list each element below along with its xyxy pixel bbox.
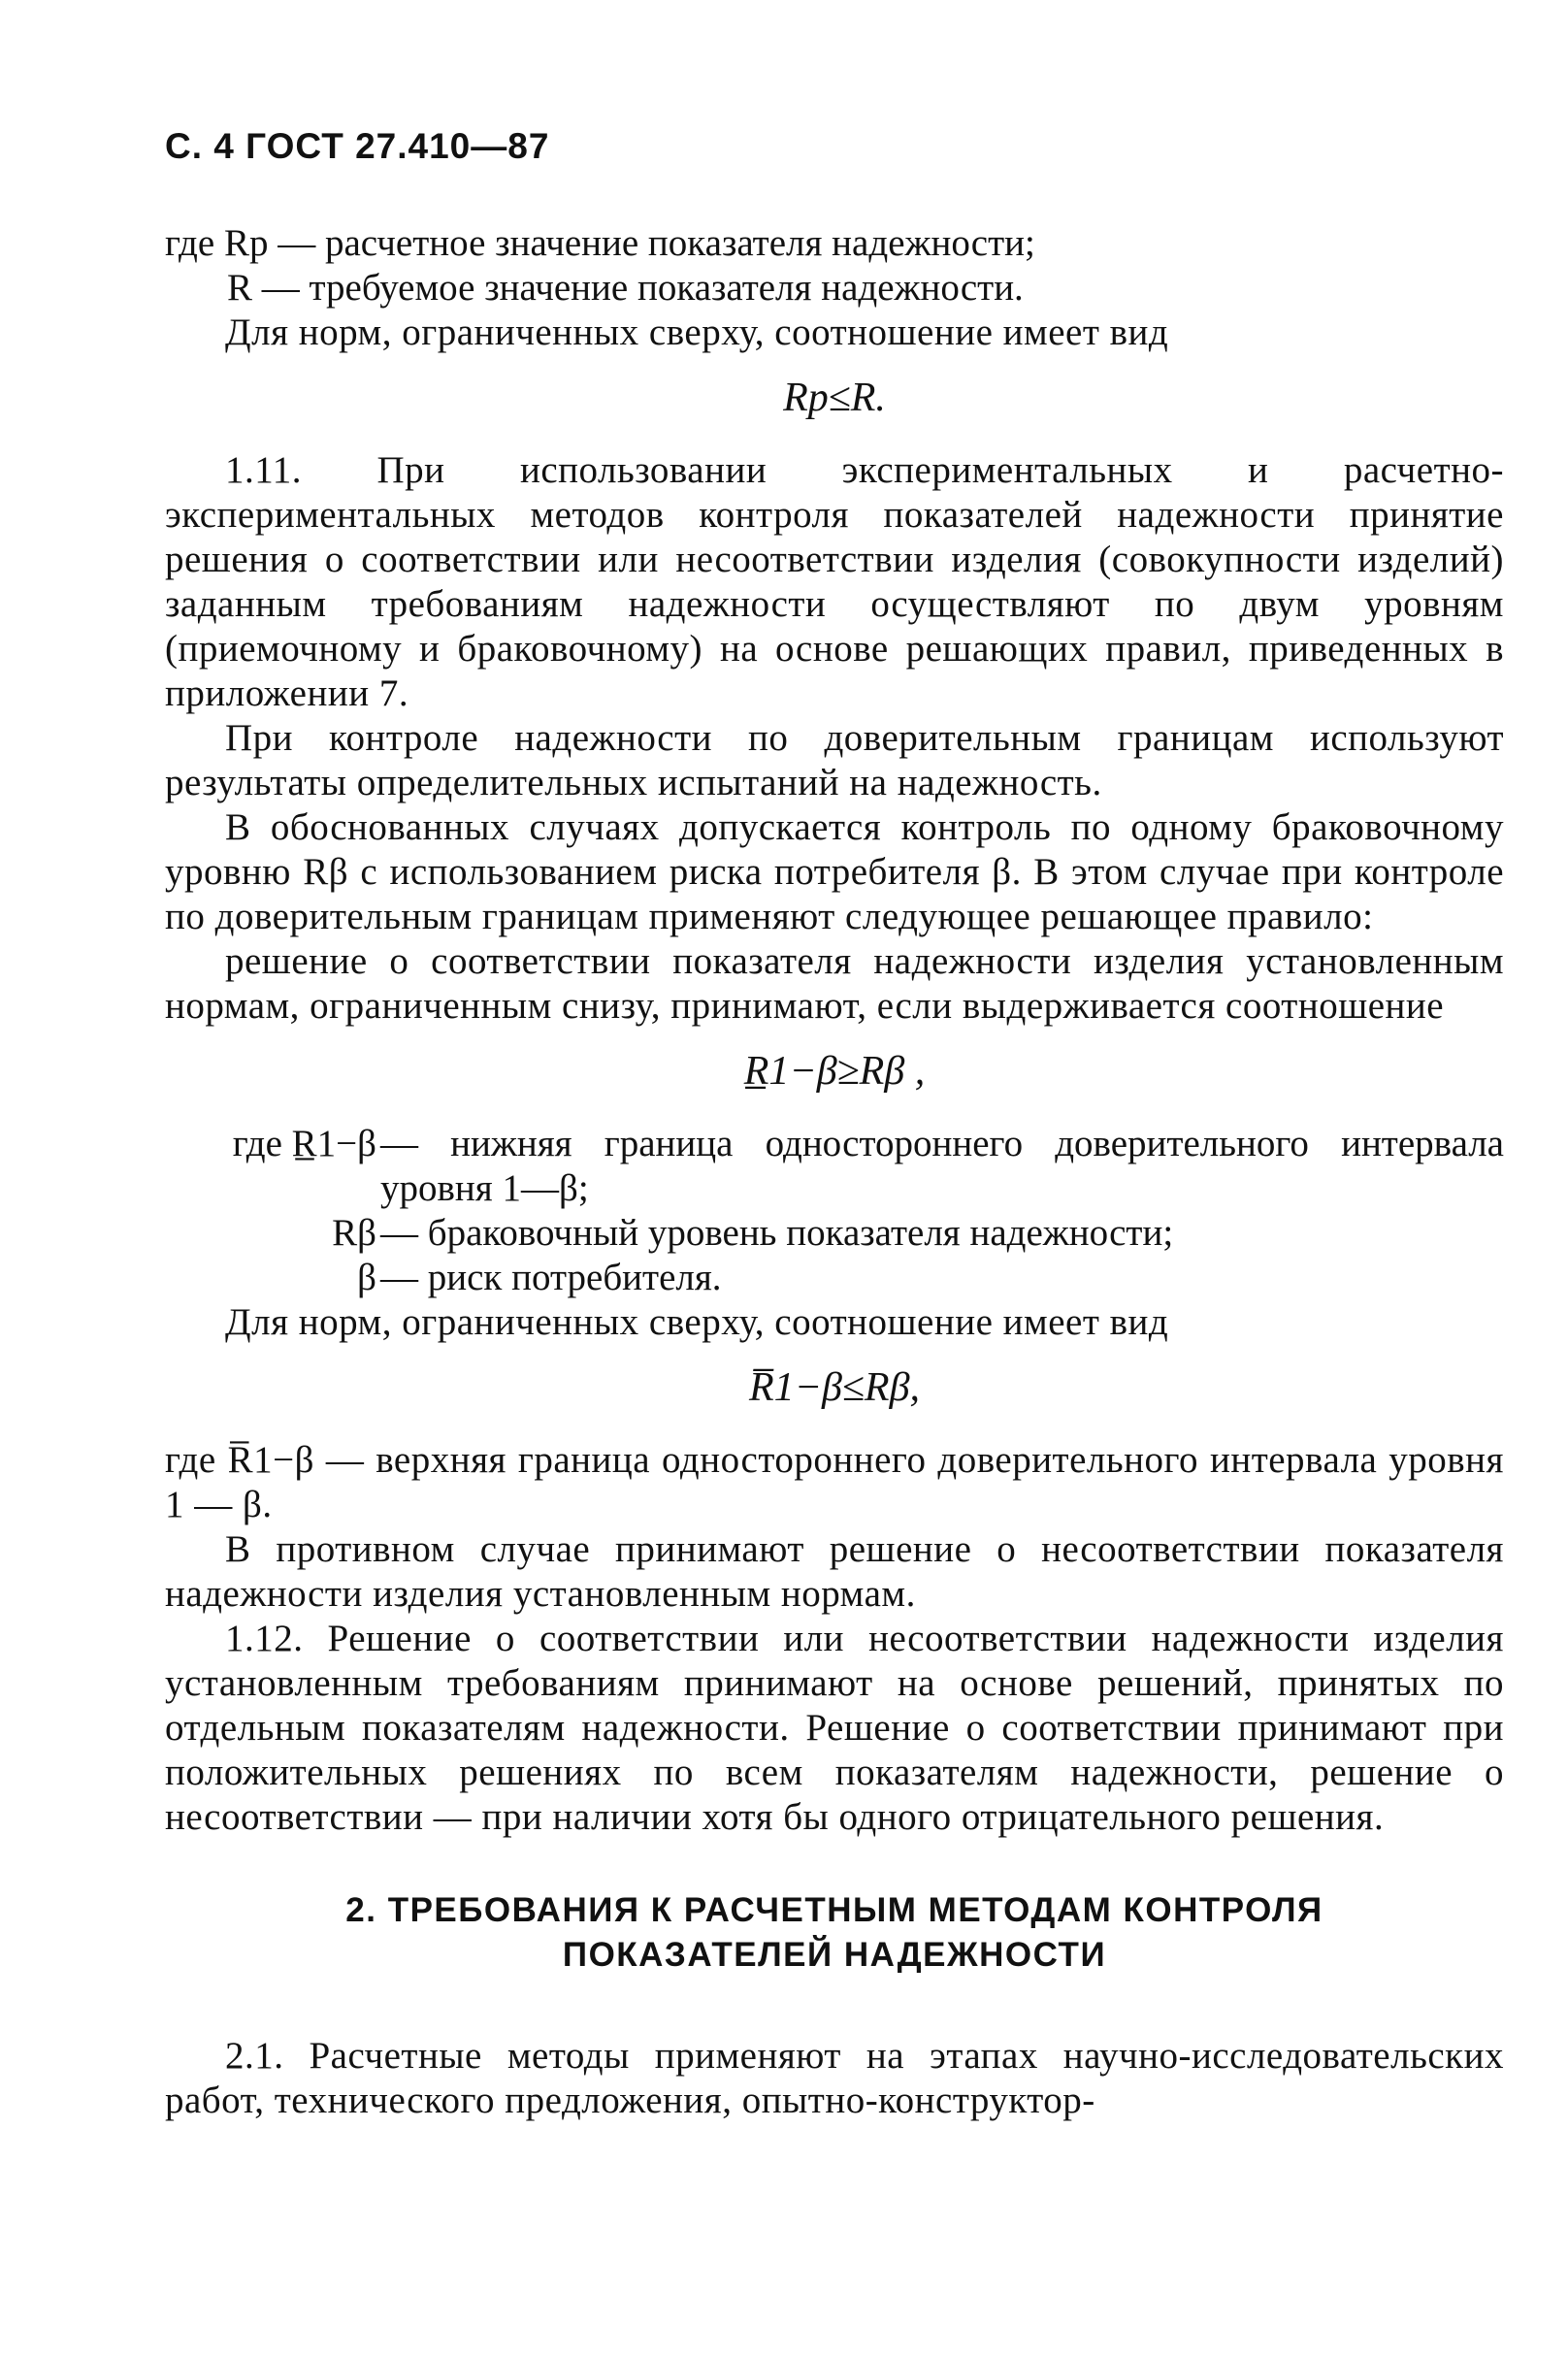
definition-symbol: где R̲1−β xyxy=(232,1123,376,1164)
paragraph-upper-norms-2: Для норм, ограниченных сверху, соотношение имеет вид xyxy=(225,1301,1169,1343)
formula-lower-bound: R̲1−β≥Rβ , xyxy=(743,1049,926,1094)
paragraph-confidence-bounds: При контроле надежности по доверительным границам используют результаты определительных испытаний на надежность. xyxy=(165,717,1504,803)
section-2-title xyxy=(165,1888,1504,1978)
definitions-block-2 xyxy=(165,1122,1504,1300)
paragraph-upper-bound-definition: где R̅1−β — верхняя граница одностороннего доверительного интервала уровня 1 — β. xyxy=(165,1439,1504,1525)
paragraph-upper-norms-1: Для норм, ограниченных сверху, соотношение имеет вид xyxy=(225,311,1169,353)
definition-reject-level xyxy=(165,1211,1504,1256)
paragraph-justified-cases: В обоснованных случаях допускается контроль по одному браковочному уровню Rβ с использованием риска потребителя β. В этом случае при контроле по доверительным границам применяют следующее решающее правило: xyxy=(165,806,1504,937)
definition-symbol: β xyxy=(357,1257,376,1298)
definitions-block-1 xyxy=(165,221,1504,311)
paragraph-1-12: 1.12. Решение о соответствии или несоответствии надежности изделия установленным требованиям принимают на основе решений, принятых по отдельным показателям надежности. Решение о соответствии принимают при положительных решениях по всем показателям надежности, решение о несоответствии — при наличии хотя бы одного отрицательного решения. xyxy=(165,1618,1504,1838)
definition-r: R — требуемое значение показателя надежности. xyxy=(227,267,1024,309)
definition-symbol: Rβ xyxy=(332,1212,376,1254)
definition-text: — нижняя граница одностороннего доверительного интервала уровня 1—β; xyxy=(380,1123,1504,1209)
document-page xyxy=(165,126,1504,2319)
definition-text: — браковочный уровень показателя надежности; xyxy=(380,1212,1174,1254)
definition-rp: где Rр — расчетное значение показателя надежности; xyxy=(165,222,1035,264)
formula-upper-bound: R̅1−β≤Rβ, xyxy=(748,1365,921,1410)
definition-lower-bound xyxy=(165,1122,1504,1211)
paragraph-decision-rule: решение о соответствии показателя надежности изделия установленным нормам, ограниченным снизу, принимают, если выдерживается соотношение xyxy=(165,940,1504,1027)
paragraph-2-1: 2.1. Расчетные методы применяют на этапах научно-исследовательских работ, технического предложения, опытно-конструктор- xyxy=(165,2035,1504,2121)
paragraph-otherwise: В противном случае принимают решение о несоответствии показателя надежности изделия установленным нормам. xyxy=(165,1528,1504,1615)
section-2-title-line2: ПОКАЗАТЕЛЕЙ НАДЕЖНОСТИ xyxy=(562,1936,1107,1974)
definition-consumer-risk xyxy=(165,1256,1504,1300)
page-header: С. 4 ГОСТ 27.410—87 xyxy=(165,126,550,166)
definition-text: — риск потребителя. xyxy=(380,1257,722,1298)
paragraph-1-11: 1.11. При использовании экспериментальных и расчетно-экспериментальных методов контроля показателей надежности принятие решения о соответствии или несоответствии изделия (совокупности изделий) заданным требованиям надежности осуществляют по двум уровням (приемочному и браковочному) на основе решающих правил, приведенных в приложении 7. xyxy=(165,449,1504,714)
section-2-title-line1: 2. ТРЕБОВАНИЯ К РАСЧЕТНЫМ МЕТОДАМ КОНТРОЛЯ xyxy=(345,1891,1323,1929)
formula-rp-le-r: Rр≤R. xyxy=(783,376,886,420)
